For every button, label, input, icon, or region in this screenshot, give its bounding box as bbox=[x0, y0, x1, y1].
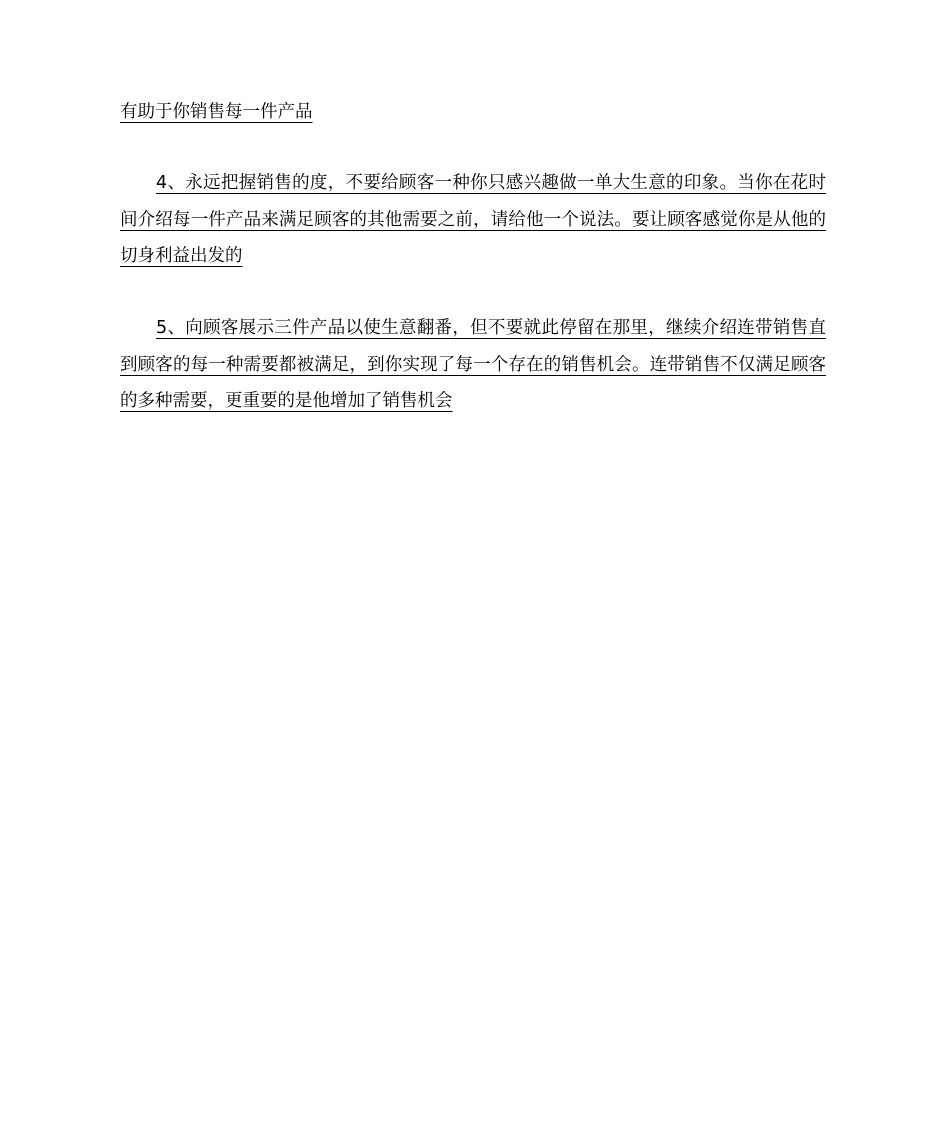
paragraph-continuation bbox=[120, 94, 826, 131]
paragraph-text: 5、向顾客展示三件产品以使生意翻番，但不要就此停留在那里，继续介绍连带销售直到顾客的每一种需要都被满足，到你实现了每一个存在的销售机会。连带销售不仅满足顾客的多种需要，更重要的是他增加了销售机会 bbox=[120, 318, 826, 411]
paragraph-text: 有助于你销售每一件产品 bbox=[120, 102, 313, 122]
paragraph-point-5 bbox=[120, 310, 826, 420]
paragraph-text: 4、永远把握销售的度，不要给顾客一种你只感兴趣做一单大生意的印象。当你在花时间介绍每一件产品来满足顾客的其他需要之前，请给他一个说法。要让顾客感觉你是从他的切身利益出发的 bbox=[120, 173, 826, 266]
paragraph-point-4 bbox=[120, 165, 826, 275]
